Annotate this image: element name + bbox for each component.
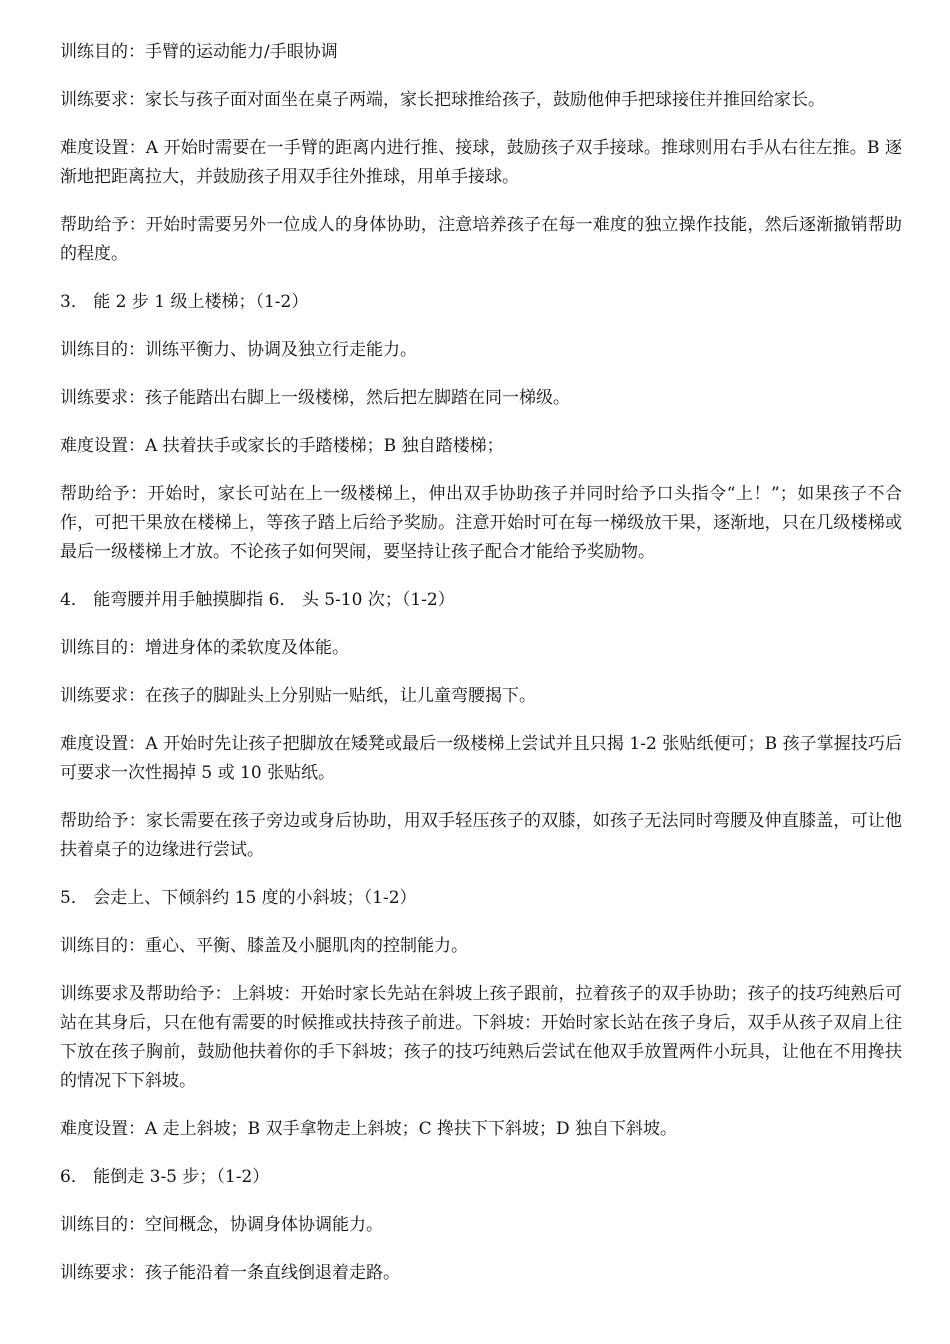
document-page — [60, 38, 902, 1307]
paragraph-arm-help: 帮助给予：开始时需要另外一位成人的身体协助，注意培养孩子在每一难度的独立操作技能，然后逐渐撤销帮助的程度。 — [60, 215, 902, 264]
paragraph-toes-purpose: 训练目的：增进身体的柔软度及体能。 — [60, 638, 349, 658]
paragraph-stairs-difficulty: 难度设置：A 扶着扶手或家长的手踏楼梯；B 独自踏楼梯； — [60, 436, 504, 456]
paragraph-arm-purpose: 训练目的：手臂的运动能力/手眼协调 — [60, 42, 338, 62]
paragraph-arm-difficulty: 难度设置：A 开始时需要在一手臂的距离内进行推、接球，鼓励孩子双手接球。推球则用右手从右往左推。B 逐渐地把距离拉大，并鼓励孩子用双手往外推球，用单手接球。 — [60, 138, 902, 187]
paragraph-stairs-help: 帮助给予：开始时，家长可站在上一级楼梯上，伸出双手协助孩子并同时给予口头指令“上！”；如果孩子不合作，可把干果放在楼梯上，等孩子踏上后给予奖励。注意开始时可在每一梯级放干果，逐渐地，只在几级楼梯或最后一级楼梯上才放。不论孩子如何哭闹，要坚持让孩子配合才能给予奖励物。 — [60, 484, 902, 562]
paragraph-slope-purpose: 训练目的：重心、平衡、膝盖及小腿肌肉的控制能力。 — [60, 936, 468, 956]
paragraph-toes-difficulty: 难度设置：A 开始时先让孩子把脚放在矮凳或最后一级楼梯上尝试并且只揭 1-2 张贴纸便可；B 孩子掌握技巧后可要求一次性揭掉 5 或 10 张贴纸。 — [60, 734, 902, 783]
paragraph-slope-difficulty: 难度设置：A 走上斜坡；B 双手拿物走上斜坡；C 搀扶下下斜坡；D 独自下斜坡。 — [60, 1119, 678, 1139]
paragraph-stairs-requirement: 训练要求：孩子能踏出右脚上一级楼梯，然后把左脚踏在同一梯级。 — [60, 388, 570, 408]
paragraph-slope-requirement-help: 训练要求及帮助给予：上斜坡：开始时家长先站在斜坡上孩子跟前，拉着孩子的双手协助；孩子的技巧纯熟后可站在其身后，只在他有需要的时候推或扶持孩子前进。下斜坡：开始时家长站在孩子身后，双手从孩子双肩上往下放在孩子胸前，鼓励他扶着你的手下斜坡；孩子的技巧纯熟后尝试在他双手放置两件小玩具，让他在不用搀扶的情况下下斜坡。 — [60, 984, 902, 1091]
paragraph-backward-requirement: 训练要求：孩子能沿着一条直线倒退着走路。 — [60, 1263, 400, 1283]
section-heading-3-stairs: 3． 能 2 步 1 级上楼梯；（1-2） — [60, 292, 309, 312]
section-heading-5-slope: 5． 会走上、下倾斜约 15 度的小斜坡；（1-2） — [60, 888, 417, 908]
paragraph-toes-help: 帮助给予：家长需要在孩子旁边或身后协助，用双手轻压孩子的双膝，如孩子无法同时弯腰及伸直膝盖，可让他扶着桌子的边缘进行尝试。 — [60, 811, 902, 860]
paragraph-arm-requirement: 训练要求：家长与孩子面对面坐在桌子两端，家长把球推给孩子，鼓励他伸手把球接住并推回给家长。 — [60, 90, 825, 110]
paragraph-stairs-purpose: 训练目的：训练平衡力、协调及独立行走能力。 — [60, 340, 417, 360]
section-heading-4-toes: 4． 能弯腰并用手触摸脚指 6． 头 5-10 次；（1-2） — [60, 590, 455, 610]
paragraph-toes-requirement: 训练要求：在孩子的脚趾头上分别贴一贴纸，让儿童弯腰揭下。 — [60, 686, 536, 706]
section-heading-6-backward: 6． 能倒走 3-5 步；（1-2） — [60, 1167, 270, 1187]
paragraph-backward-purpose: 训练目的：空间概念，协调身体协调能力。 — [60, 1215, 383, 1235]
